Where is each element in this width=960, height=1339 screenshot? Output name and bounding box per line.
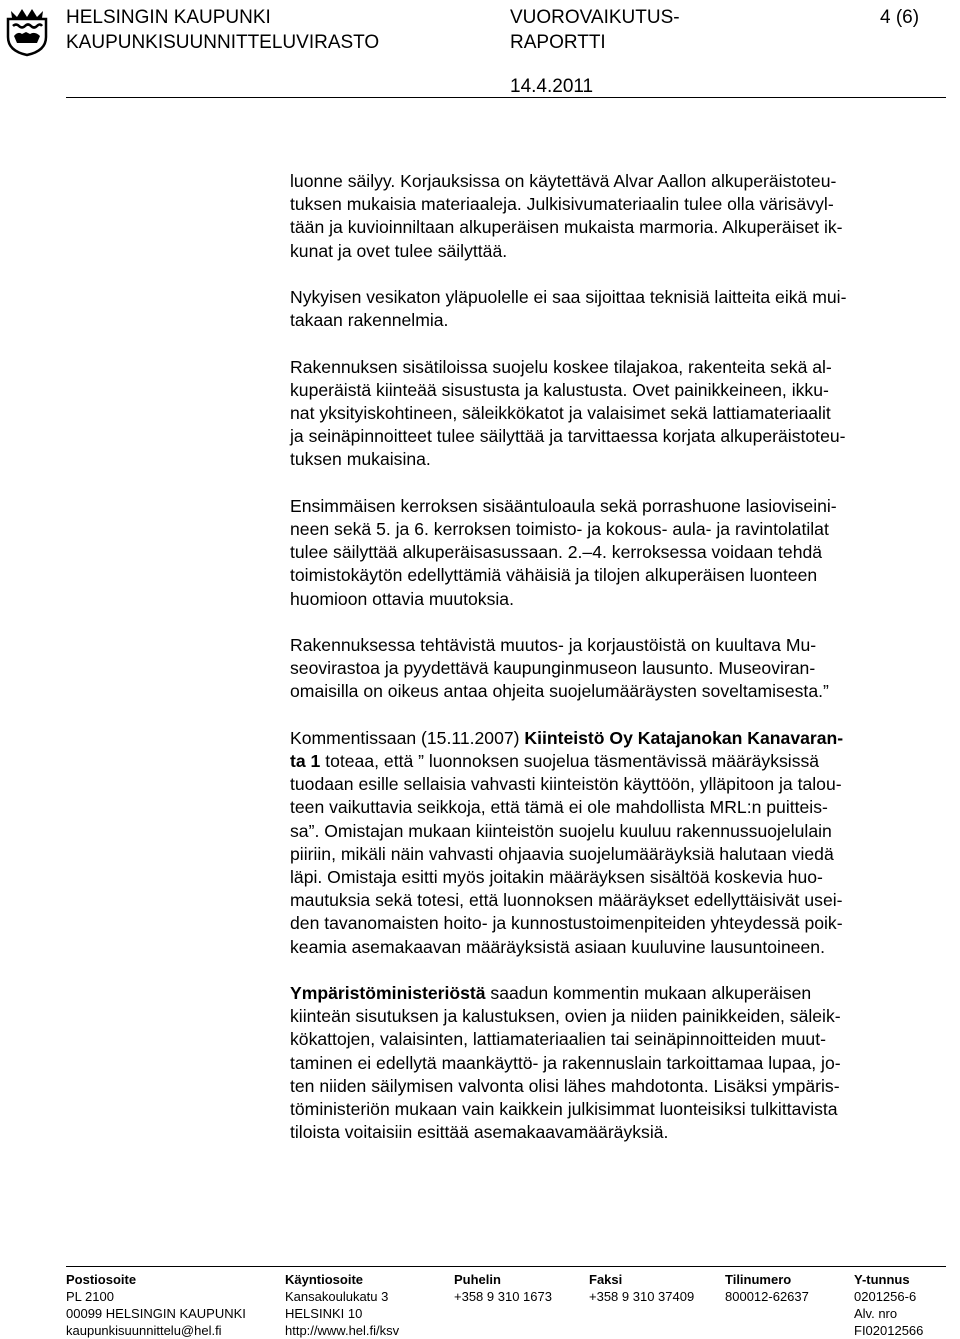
- footer-column-value: kaupunkisuunnittelu@hel.fi: [66, 1323, 222, 1338]
- text-line: tuksen mukaisia materiaaleja. Julkisivumateriaalin tulee olla värisävyl-: [290, 194, 834, 215]
- paragraph: [290, 495, 950, 611]
- text-line: tuksen mukaisina.: [290, 449, 431, 470]
- document-type-line: VUOROVAIKUTUS-: [510, 7, 680, 28]
- department-line: KAUPUNKISUUNNITTELUVIRASTO: [66, 32, 380, 53]
- text-line: huomioon ottavia muutoksia.: [290, 588, 514, 609]
- paragraph-comment-katajanokka: [290, 727, 950, 959]
- text-line: Rakennuksen sisätiloissa suojelu koskee tilajakoa, rakenteita sekä al-: [290, 356, 832, 377]
- text-line: neen sekä 5. ja 6. kerroksen toimisto- ja kokous- aula- ja ravintolatilat: [290, 519, 829, 539]
- text-line: [290, 727, 950, 750]
- header-divider: [66, 97, 946, 98]
- commenter-name: Ympäristöministeriöstä: [290, 983, 486, 1004]
- text-line: teen vaikuttavia seikkoja, että tämä ei ole mahdollista MRL:n puitteis-: [290, 797, 828, 818]
- paragraph: [290, 170, 950, 263]
- document-body: [290, 170, 950, 1168]
- paragraph-comment-ministry: [290, 982, 950, 1144]
- organization-line: HELSINGIN KAUPUNKI: [66, 7, 271, 28]
- footer-column-value: PL 2100: [66, 1289, 114, 1304]
- text-line: takaan rakennelmia.: [290, 310, 449, 331]
- commenter-name: Kiinteistö Oy Katajanokan Kanavaran-: [524, 727, 844, 748]
- organization-name: [66, 5, 379, 55]
- commenter-name: ta 1: [290, 751, 321, 771]
- footer-column-value: +358 9 310 1673: [454, 1289, 552, 1304]
- page-number: 4 (6): [880, 7, 920, 28]
- footer-column-value: 0201256-6: [854, 1289, 917, 1304]
- text-line: Rakennuksessa tehtävistä muutos- ja korjaustöistä on kuultava Mu-: [290, 635, 817, 655]
- footer-column-heading: Puhelin: [454, 1272, 501, 1287]
- text-line: Ensimmäisen kerroksen sisääntuloaula sekä porrashuone lasioviseini-: [290, 495, 837, 516]
- footer-column-value: 800012-62637: [725, 1289, 809, 1304]
- text-line: toimistokäytön edellyttämiä vähäisiä ja tilojen alkuperäisen luonteen: [290, 565, 818, 586]
- comment-text: saadun kommentin mukaan alkuperäisen: [485, 983, 812, 1004]
- document-type: [510, 5, 680, 55]
- footer-column: [589, 1271, 694, 1305]
- text-line: seovirastoa ja pyydettävä kaupunginmuseon lausunto. Museoviran-: [290, 658, 816, 679]
- text-line: mautuksia sekä totesi, että luonnoksen määräykset edellyttäisivät usei-: [290, 890, 843, 911]
- text-line: den tavanomaisten hoito- ja kunnostustoimenpiteiden yhteydessä poik-: [290, 913, 843, 934]
- footer-column: [725, 1271, 809, 1305]
- footer-column-heading: Y-tunnus: [854, 1272, 910, 1287]
- footer-column: [285, 1271, 399, 1339]
- text-line: tuodaan esille sellaisia vahvasti kiinteistön käyttöön, ylläpitoon ja talou-: [290, 774, 842, 795]
- footer-column-value: +358 9 310 37409: [589, 1289, 695, 1304]
- comment-lines: [290, 1005, 950, 1144]
- text-line: kiinteän sisutuksen ja kalustuksen, ovien ja niiden painikkeiden, säleik-: [290, 1006, 841, 1027]
- text-line: sa”. Omistajan mukaan kiinteistön suojelu kuuluu rakennussuojelulain: [290, 820, 832, 841]
- text-line: luonne säilyy. Korjauksissa on käytettävä Alvar Aallon alkuperäistoteu-: [290, 171, 837, 191]
- text-line: [290, 750, 950, 773]
- text-line: kunat ja ovet tulee säilyttää.: [290, 240, 508, 261]
- text-line: tiloista voitaisiin esittää asemakaavamääräyksiä.: [290, 1122, 669, 1143]
- paragraph: [290, 634, 950, 704]
- text-line: nat yksityiskohtineen, säleikkökatot ja valaisimet sekä lattiamateriaalit: [290, 403, 831, 423]
- footer-column-value: FI02012566: [854, 1323, 924, 1338]
- text-line: kuperäistä kiinteää sisustusta ja kalustusta. Ovet painikkeineen, ikku-: [290, 379, 829, 400]
- comment-lines: [290, 773, 950, 959]
- footer-column-heading: Postiosoite: [66, 1272, 137, 1287]
- paragraph-group: [290, 170, 950, 704]
- text-line: piiriin, mikäli näin vahvasti ohjaavia suojelumääräyksiä halutaan viedä: [290, 843, 834, 864]
- footer-column: [66, 1271, 246, 1339]
- comment-text: toteaa, että ” luonnoksen suojelua täsmentävissä määräyksissä: [320, 751, 820, 771]
- text-line: kökattojen, valaisinten, lattiamateriaalien tai seinäpinnoitteiden muut-: [290, 1029, 826, 1050]
- text-line: taminen ei edellytä maankäyttö- ja rakennuslain tarkoittamaa lupaa, jo-: [290, 1052, 841, 1073]
- document-date: 14.4.2011: [510, 76, 594, 97]
- page-footer: [66, 1266, 946, 1338]
- footer-column-value: 00099 HELSINGIN KAUPUNKI: [66, 1306, 246, 1321]
- text-line: Nykyisen vesikaton yläpuolelle ei saa sijoittaa teknisiä laitteita eikä mui-: [290, 287, 847, 307]
- comment-intro: Kommentissaan (15.11.2007): [290, 727, 525, 748]
- footer-column-heading: Tilinumero: [725, 1272, 792, 1287]
- footer-column-heading: Käyntiosoite: [285, 1272, 364, 1287]
- footer-column: [454, 1271, 552, 1305]
- text-line: tulee säilyttää alkuperäisasussaan. 2.–4. kerroksessa voidaan tehdä: [290, 542, 823, 563]
- footer-column-value: Kansakoulukatu 3: [285, 1289, 389, 1304]
- footer-column-value: HELSINKI 10: [285, 1306, 363, 1321]
- paragraph: [290, 356, 950, 472]
- text-line: töministeriön mukaan vain kaikkein julkisimmat luonteisiksi tulkittavista: [290, 1099, 838, 1120]
- helsinki-crest-logo: [4, 3, 50, 57]
- text-line: keamia asemakaavan määräyksistä asiaan kuuluvine lausuntoineen.: [290, 936, 825, 957]
- text-line: omaisilla on oikeus antaa ohjeita suojelumääräysten soveltamisesta.”: [290, 681, 829, 702]
- text-line: [290, 982, 950, 1005]
- paragraph: [290, 286, 950, 332]
- footer-column-value: Alv. nro: [854, 1306, 898, 1321]
- text-line: ten niiden säilymisen valvonta olisi lähes mahdotonta. Lisäksi ympäris-: [290, 1075, 840, 1096]
- footer-column: [854, 1271, 923, 1339]
- text-line: läpi. Omistaja esitti myös joitakin määräyksen sisältöä koskevia huo-: [290, 867, 823, 888]
- document-type-line: RAPORTTI: [510, 32, 606, 53]
- text-line: tään ja kuvioinniltaan alkuperäisen mukaista marmoria. Alkuperäiset ik-: [290, 217, 843, 238]
- text-line: ja seinäpinnoitteet tulee säilyttää ja tarvittaessa korjata alkuperäistoteu-: [290, 426, 846, 447]
- footer-column-heading: Faksi: [589, 1272, 623, 1287]
- footer-column-value: http://www.hel.fi/ksv: [285, 1323, 400, 1338]
